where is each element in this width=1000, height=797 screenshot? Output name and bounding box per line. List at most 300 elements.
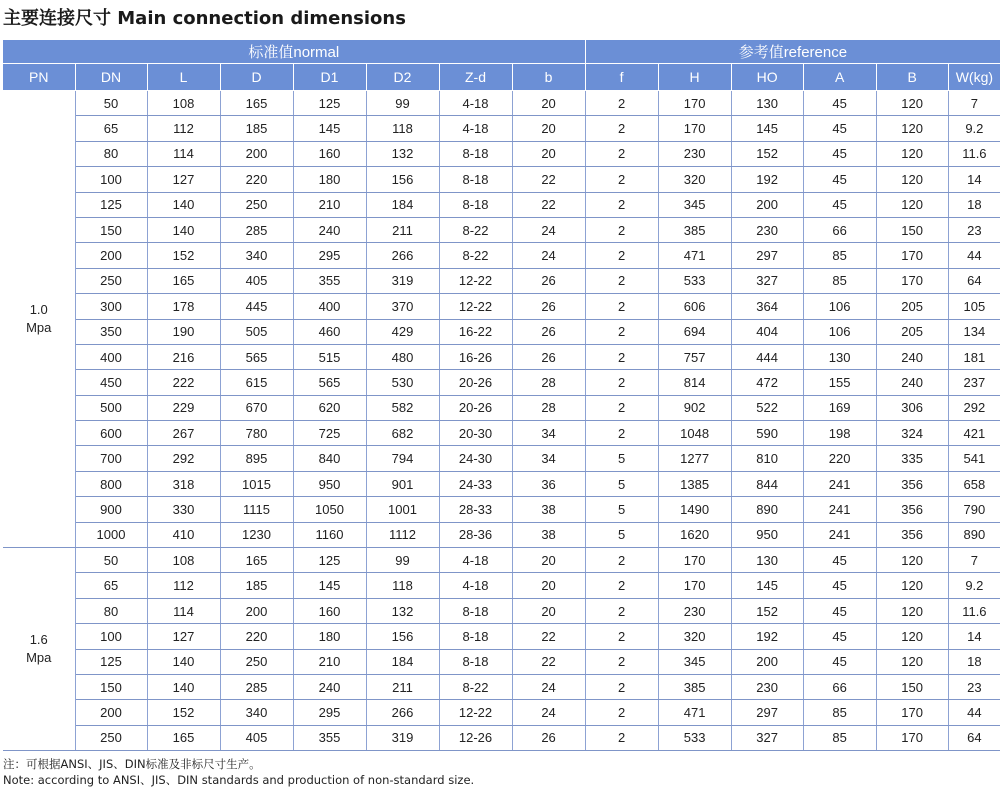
- table-cell: 130: [731, 91, 803, 116]
- table-cell: 132: [366, 598, 439, 623]
- header-reference: 参考值reference: [585, 40, 1000, 64]
- table-cell: 400: [293, 294, 366, 319]
- table-cell: 230: [731, 217, 803, 242]
- table-cell: 1160: [293, 522, 366, 547]
- table-cell: 12-26: [439, 725, 512, 750]
- table-cell: 266: [366, 700, 439, 725]
- table-cell: 4-18: [439, 548, 512, 573]
- table-cell: 152: [147, 700, 220, 725]
- table-cell: 145: [731, 116, 803, 141]
- table-cell: 220: [220, 167, 293, 192]
- table-cell: 205: [876, 294, 948, 319]
- table-cell: 565: [293, 370, 366, 395]
- table-cell: 895: [220, 446, 293, 471]
- table-row: [3, 548, 1000, 573]
- table-cell: 20: [512, 573, 585, 598]
- table-cell: 170: [876, 268, 948, 293]
- table-cell: 800: [75, 471, 147, 496]
- table-cell: 320: [658, 624, 731, 649]
- table-cell: 130: [731, 548, 803, 573]
- table-cell: 4-18: [439, 91, 512, 116]
- table-cell: 24-33: [439, 471, 512, 496]
- table-cell: 410: [147, 522, 220, 547]
- table-cell: 320: [658, 167, 731, 192]
- table-row: [3, 141, 1000, 166]
- table-cell: 38: [512, 522, 585, 547]
- table-cell: 405: [220, 268, 293, 293]
- table-cell: 355: [293, 268, 366, 293]
- table-cell: 99: [366, 91, 439, 116]
- table-row: [3, 217, 1000, 242]
- table-cell: 2: [585, 598, 658, 623]
- table-cell: 345: [658, 649, 731, 674]
- table-row: [3, 370, 1000, 395]
- table-cell: 444: [731, 344, 803, 369]
- column-header: Z-d: [439, 64, 512, 91]
- column-header: PN: [3, 64, 75, 91]
- table-cell: 165: [220, 548, 293, 573]
- table-cell: 810: [731, 446, 803, 471]
- table-row: [3, 522, 1000, 547]
- table-cell: 125: [293, 91, 366, 116]
- table-cell: 180: [293, 167, 366, 192]
- table-row: [3, 344, 1000, 369]
- table-cell: 582: [366, 395, 439, 420]
- table-cell: 319: [366, 725, 439, 750]
- table-cell: 20: [512, 548, 585, 573]
- header-normal: 标准值normal: [3, 40, 585, 64]
- table-cell: 250: [220, 192, 293, 217]
- table-cell: 192: [731, 167, 803, 192]
- table-cell: 170: [658, 548, 731, 573]
- table-cell: 2: [585, 674, 658, 699]
- table-cell: 12-22: [439, 268, 512, 293]
- pn-unit: Mpa: [26, 320, 52, 336]
- table-cell: 140: [147, 649, 220, 674]
- table-cell: 64: [948, 268, 1000, 293]
- table-cell: 794: [366, 446, 439, 471]
- table-cell: 8-22: [439, 217, 512, 242]
- table-cell: 118: [366, 116, 439, 141]
- table-cell: 23: [948, 217, 1000, 242]
- table-cell: 114: [147, 141, 220, 166]
- table-cell: 2: [585, 217, 658, 242]
- table-cell: 241: [803, 497, 876, 522]
- table-cell: 1490: [658, 497, 731, 522]
- table-cell: 24: [512, 243, 585, 268]
- note-en: Note: according to ANSI、JIS、DIN standards and production of non-standard size.: [3, 773, 475, 787]
- table-cell: 725: [293, 421, 366, 446]
- table-cell: 220: [803, 446, 876, 471]
- table-cell: 127: [147, 167, 220, 192]
- table-cell: 230: [658, 141, 731, 166]
- table-cell: 120: [876, 91, 948, 116]
- table-cell: 8-18: [439, 649, 512, 674]
- table-cell: 134: [948, 319, 1000, 344]
- table-cell: 105: [948, 294, 1000, 319]
- table-cell: 85: [803, 725, 876, 750]
- table-cell: 240: [876, 344, 948, 369]
- table-cell: 327: [731, 725, 803, 750]
- table-cell: 132: [366, 141, 439, 166]
- table-cell: 108: [147, 91, 220, 116]
- table-cell: 20-26: [439, 370, 512, 395]
- table-cell: 421: [948, 421, 1000, 446]
- table-cell: 170: [876, 700, 948, 725]
- table-cell: 814: [658, 370, 731, 395]
- table-cell: 2: [585, 725, 658, 750]
- table-cell: 1115: [220, 497, 293, 522]
- table-cell: 66: [803, 674, 876, 699]
- table-cell: 45: [803, 624, 876, 649]
- table-cell: 790: [948, 497, 1000, 522]
- note-cn: 注：可根据ANSI、JIS、DIN标准及非标尺寸生产。: [3, 757, 261, 771]
- column-header: L: [147, 64, 220, 91]
- table-row: [3, 167, 1000, 192]
- table-cell: 22: [512, 167, 585, 192]
- table-cell: 216: [147, 344, 220, 369]
- table-cell: 34: [512, 421, 585, 446]
- table-cell: 165: [147, 725, 220, 750]
- table-cell: 950: [731, 522, 803, 547]
- table-cell: 1001: [366, 497, 439, 522]
- table-cell: 170: [658, 573, 731, 598]
- table-cell: 240: [876, 370, 948, 395]
- table-cell: 1000: [75, 522, 147, 547]
- table-cell: 950: [293, 471, 366, 496]
- table-cell: 340: [220, 243, 293, 268]
- table-cell: 2: [585, 294, 658, 319]
- pn-cell: [3, 91, 75, 548]
- table-cell: 250: [220, 649, 293, 674]
- table-cell: 606: [658, 294, 731, 319]
- table-cell: 152: [731, 141, 803, 166]
- table-cell: 355: [293, 725, 366, 750]
- table-cell: 5: [585, 446, 658, 471]
- table-cell: 36: [512, 471, 585, 496]
- table-row: [3, 268, 1000, 293]
- pn-value: 1.0: [29, 302, 48, 318]
- table-body: [3, 91, 1000, 751]
- table-cell: 108: [147, 548, 220, 573]
- table-cell: 267: [147, 421, 220, 446]
- pn-value: 1.6: [29, 632, 48, 648]
- table-cell: 20: [512, 141, 585, 166]
- table-cell: 130: [803, 344, 876, 369]
- column-header: HO: [731, 64, 803, 91]
- table-cell: 300: [75, 294, 147, 319]
- table-cell: 145: [293, 116, 366, 141]
- table-cell: 20-26: [439, 395, 512, 420]
- table-cell: 211: [366, 674, 439, 699]
- table-cell: 480: [366, 344, 439, 369]
- table-cell: 2: [585, 344, 658, 369]
- table-cell: 429: [366, 319, 439, 344]
- table-cell: 20: [512, 91, 585, 116]
- table-cell: 1015: [220, 471, 293, 496]
- table-cell: 26: [512, 268, 585, 293]
- table-cell: 460: [293, 319, 366, 344]
- table-cell: 200: [731, 649, 803, 674]
- table-cell: 20: [512, 598, 585, 623]
- table-row: [3, 446, 1000, 471]
- table-cell: 24: [512, 674, 585, 699]
- table-cell: 185: [220, 573, 293, 598]
- table-cell: 160: [293, 598, 366, 623]
- table-cell: 28-33: [439, 497, 512, 522]
- table-cell: 165: [220, 91, 293, 116]
- table-cell: 1385: [658, 471, 731, 496]
- table-cell: 890: [948, 522, 1000, 547]
- table-cell: 5: [585, 471, 658, 496]
- table-cell: 780: [220, 421, 293, 446]
- table-cell: 120: [876, 649, 948, 674]
- table-cell: 471: [658, 700, 731, 725]
- table-cell: 522: [731, 395, 803, 420]
- table-cell: 45: [803, 116, 876, 141]
- table-cell: 120: [876, 548, 948, 573]
- table-cell: 145: [293, 573, 366, 598]
- table-cell: 80: [75, 141, 147, 166]
- table-cell: 285: [220, 674, 293, 699]
- table-cell: 8-18: [439, 141, 512, 166]
- table-cell: 181: [948, 344, 1000, 369]
- table-cell: 200: [220, 141, 293, 166]
- table-cell: 169: [803, 395, 876, 420]
- table-cell: 385: [658, 217, 731, 242]
- table-cell: 4-18: [439, 116, 512, 141]
- table-cell: 152: [731, 598, 803, 623]
- table-cell: 200: [75, 700, 147, 725]
- table-cell: 140: [147, 192, 220, 217]
- table-cell: 2: [585, 370, 658, 395]
- table-row: [3, 598, 1000, 623]
- table-row: [3, 674, 1000, 699]
- table-cell: 23: [948, 674, 1000, 699]
- table-cell: 700: [75, 446, 147, 471]
- header-columns-row: [3, 64, 1000, 91]
- table-cell: 205: [876, 319, 948, 344]
- table-cell: 11.6: [948, 141, 1000, 166]
- table-row: [3, 624, 1000, 649]
- column-header: W(kg): [948, 64, 1000, 91]
- table-cell: 445: [220, 294, 293, 319]
- table-cell: 22: [512, 192, 585, 217]
- table-cell: 120: [876, 141, 948, 166]
- table-cell: 45: [803, 192, 876, 217]
- table-cell: 541: [948, 446, 1000, 471]
- table-cell: 14: [948, 167, 1000, 192]
- table-cell: 330: [147, 497, 220, 522]
- table-cell: 902: [658, 395, 731, 420]
- table-cell: 295: [293, 243, 366, 268]
- table-row: [3, 319, 1000, 344]
- table-cell: 200: [75, 243, 147, 268]
- table-cell: 120: [876, 192, 948, 217]
- table-cell: 120: [876, 598, 948, 623]
- table-cell: 9.2: [948, 116, 1000, 141]
- table-cell: 285: [220, 217, 293, 242]
- table-cell: 694: [658, 319, 731, 344]
- table-cell: 184: [366, 192, 439, 217]
- pn-cell: [3, 548, 75, 751]
- table-cell: 682: [366, 421, 439, 446]
- table-cell: 1050: [293, 497, 366, 522]
- table-cell: 150: [75, 674, 147, 699]
- header-group-row: [3, 40, 1000, 64]
- table-cell: 901: [366, 471, 439, 496]
- table-cell: 114: [147, 598, 220, 623]
- table-cell: 292: [948, 395, 1000, 420]
- table-cell: 106: [803, 294, 876, 319]
- table-cell: 45: [803, 573, 876, 598]
- table-cell: 840: [293, 446, 366, 471]
- table-cell: 1230: [220, 522, 293, 547]
- table-cell: 356: [876, 522, 948, 547]
- table-cell: 4-18: [439, 573, 512, 598]
- table-cell: 505: [220, 319, 293, 344]
- table-cell: 2: [585, 700, 658, 725]
- table-cell: 65: [75, 573, 147, 598]
- table-cell: 28: [512, 395, 585, 420]
- table-cell: 155: [803, 370, 876, 395]
- table-cell: 125: [75, 649, 147, 674]
- table-cell: 2: [585, 167, 658, 192]
- table-cell: 240: [293, 674, 366, 699]
- table-row: [3, 573, 1000, 598]
- table-cell: 145: [731, 573, 803, 598]
- table-cell: 404: [731, 319, 803, 344]
- column-header: D2: [366, 64, 439, 91]
- table-cell: 615: [220, 370, 293, 395]
- table-cell: 250: [75, 725, 147, 750]
- table-row: [3, 700, 1000, 725]
- table-cell: 229: [147, 395, 220, 420]
- table-cell: 210: [293, 192, 366, 217]
- table-cell: 530: [366, 370, 439, 395]
- table-row: [3, 725, 1000, 750]
- table-cell: 180: [293, 624, 366, 649]
- table-cell: 140: [147, 217, 220, 242]
- table-cell: 100: [75, 167, 147, 192]
- table-cell: 844: [731, 471, 803, 496]
- table-row: [3, 294, 1000, 319]
- table-cell: 8-18: [439, 624, 512, 649]
- table-cell: 45: [803, 598, 876, 623]
- table-cell: 24-30: [439, 446, 512, 471]
- table-cell: 220: [220, 624, 293, 649]
- table-cell: 7: [948, 91, 1000, 116]
- table-cell: 26: [512, 294, 585, 319]
- column-header: B: [876, 64, 948, 91]
- table-cell: 5: [585, 497, 658, 522]
- table-cell: 1277: [658, 446, 731, 471]
- table-cell: 8-18: [439, 167, 512, 192]
- dimensions-table: [3, 40, 1000, 751]
- table-cell: 85: [803, 268, 876, 293]
- table-cell: 26: [512, 725, 585, 750]
- column-header: H: [658, 64, 731, 91]
- table-cell: 125: [293, 548, 366, 573]
- column-header: D1: [293, 64, 366, 91]
- table-cell: 600: [75, 421, 147, 446]
- table-cell: 356: [876, 497, 948, 522]
- column-header: b: [512, 64, 585, 91]
- table-cell: 198: [803, 421, 876, 446]
- table-cell: 8-22: [439, 674, 512, 699]
- table-cell: 1048: [658, 421, 731, 446]
- table-cell: 34: [512, 446, 585, 471]
- table-row: [3, 649, 1000, 674]
- table-cell: 471: [658, 243, 731, 268]
- table-cell: 400: [75, 344, 147, 369]
- table-cell: 565: [220, 344, 293, 369]
- table-cell: 65: [75, 116, 147, 141]
- table-cell: 170: [658, 91, 731, 116]
- table-cell: 120: [876, 116, 948, 141]
- table-cell: 152: [147, 243, 220, 268]
- table-cell: 22: [512, 649, 585, 674]
- table-cell: 230: [658, 598, 731, 623]
- table-cell: 757: [658, 344, 731, 369]
- table-cell: 8-18: [439, 598, 512, 623]
- table-cell: 250: [75, 268, 147, 293]
- table-cell: 8-22: [439, 243, 512, 268]
- table-cell: 5: [585, 522, 658, 547]
- notes: [3, 756, 474, 788]
- table-cell: 241: [803, 471, 876, 496]
- table-cell: 16-26: [439, 344, 512, 369]
- table-row: [3, 243, 1000, 268]
- table-cell: 45: [803, 167, 876, 192]
- table-cell: 50: [75, 548, 147, 573]
- table-cell: 178: [147, 294, 220, 319]
- table-cell: 150: [75, 217, 147, 242]
- table-cell: 184: [366, 649, 439, 674]
- table-cell: 24: [512, 217, 585, 242]
- table-cell: 385: [658, 674, 731, 699]
- table-cell: 11.6: [948, 598, 1000, 623]
- table-cell: 2: [585, 395, 658, 420]
- table-cell: 66: [803, 217, 876, 242]
- table-cell: 185: [220, 116, 293, 141]
- table-cell: 165: [147, 268, 220, 293]
- table-cell: 16-22: [439, 319, 512, 344]
- table-cell: 890: [731, 497, 803, 522]
- column-header: A: [803, 64, 876, 91]
- table-cell: 2: [585, 116, 658, 141]
- table-cell: 170: [876, 243, 948, 268]
- table-cell: 120: [876, 573, 948, 598]
- table-cell: 12-22: [439, 700, 512, 725]
- table-cell: 64: [948, 725, 1000, 750]
- table-cell: 26: [512, 319, 585, 344]
- column-header: D: [220, 64, 293, 91]
- table-cell: 120: [876, 167, 948, 192]
- table-cell: 22: [512, 624, 585, 649]
- table-cell: 2: [585, 243, 658, 268]
- table-cell: 2: [585, 91, 658, 116]
- table-cell: 319: [366, 268, 439, 293]
- table-cell: 364: [731, 294, 803, 319]
- table-cell: 44: [948, 243, 1000, 268]
- table-cell: 324: [876, 421, 948, 446]
- table-cell: 45: [803, 649, 876, 674]
- table-cell: 85: [803, 243, 876, 268]
- table-cell: 237: [948, 370, 1000, 395]
- table-cell: 292: [147, 446, 220, 471]
- table-cell: 533: [658, 268, 731, 293]
